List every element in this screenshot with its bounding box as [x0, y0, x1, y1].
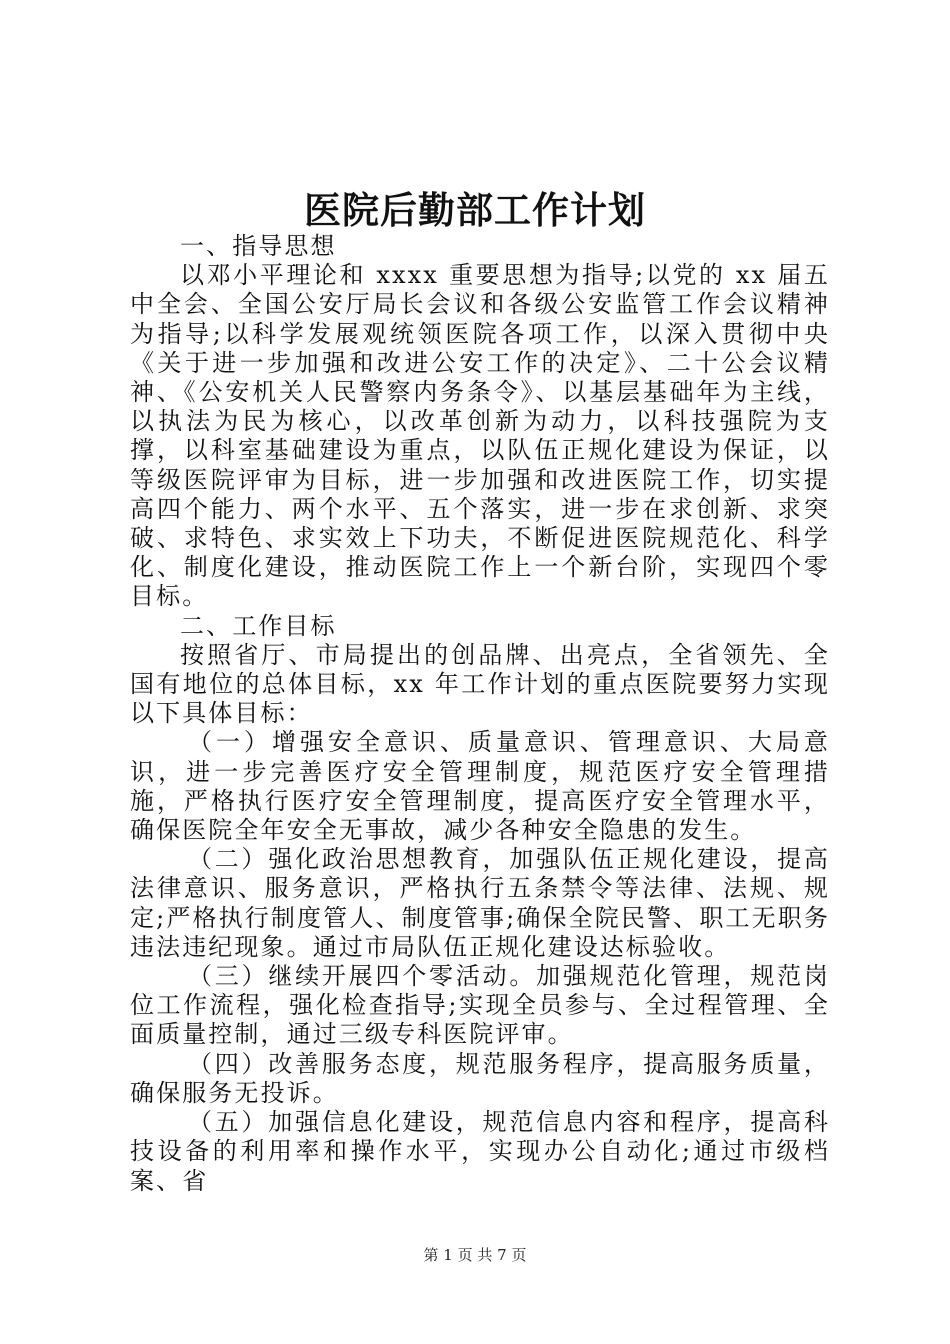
paragraph-goal-2: （二）强化政治思想教育，加强队伍正规化建设，提高法律意识、服务意识，严格执行五条禁令等法律、法规、规定;严格执行制度管人、制度管事;确保全院民警、职工无职务违法违纪现象。通过市局队伍正规化建设达标验收。 [130, 845, 830, 961]
paragraph-goal-1: （一）增强安全意识、质量意识、管理意识、大局意识，进一步完善医疗安全管理制度，规范医疗安全管理措施，严格执行医疗安全管理制度，提高医疗安全管理水平，确保医院全年安全无事故，减少各种安全隐患的发生。 [130, 728, 830, 845]
section-heading-guiding-thought: 一、指导思想 [180, 232, 337, 260]
paragraph-work-goals-intro: 按照省厅、市局提出的创品牌、出亮点，全省领先、全国有地位的总体目标，xx 年工作计划的重点医院要努力实现以下具体目标： [130, 640, 830, 728]
document-title: 医院后勤部工作计划 [304, 188, 646, 232]
page-number-footer: 第 1 页 共 7 页 [423, 1246, 527, 1264]
paragraph-goal-4: （四）改善服务态度，规范服务程序，提高服务质量，确保服务无投诉。 [130, 1049, 830, 1107]
section-heading-work-goals: 二、工作目标 [180, 611, 337, 640]
paragraph-goal-3: （三）继续开展四个零活动。加强规范化管理，规范岗位工作流程，强化检查指导;实现全员参与、全过程管理、全面质量控制，通过三级专科医院评审。 [130, 962, 830, 1049]
document-body [130, 232, 830, 1196]
paragraph-guiding-thought: 以邓小平理论和 xxxx 重要思想为指导;以党的 xx 届五中全会、全国公安厅局长会议和各级公安监管工作会议精神为指导;以科学发展观统领医院各项工作，以深入贯彻中央《关于进一步加强和改进公安工作的决定》、二十公会议精神、《公安机关人民警察内务条令》、以基层基础年为主线，以执法为民为核心，以改革创新为动力，以科技强院为支撑，以科室基础建设为重点，以队伍正规化建设为保证，以等级医院评审为目标，进一步加强和改进医院工作，切实提高四个能力、两个水平、五个落实，进一步在求创新、求突破、求特色、求实效上下功夫，不断促进医院规范化、科学化、制度化建设，推动医院工作上一个新台阶，实现四个零目标。 [130, 261, 830, 611]
paragraph-goal-5: （五）加强信息化建设，规范信息内容和程序，提高科技设备的利用率和操作水平，实现办公自动化;通过市级档案、省 [130, 1108, 830, 1195]
